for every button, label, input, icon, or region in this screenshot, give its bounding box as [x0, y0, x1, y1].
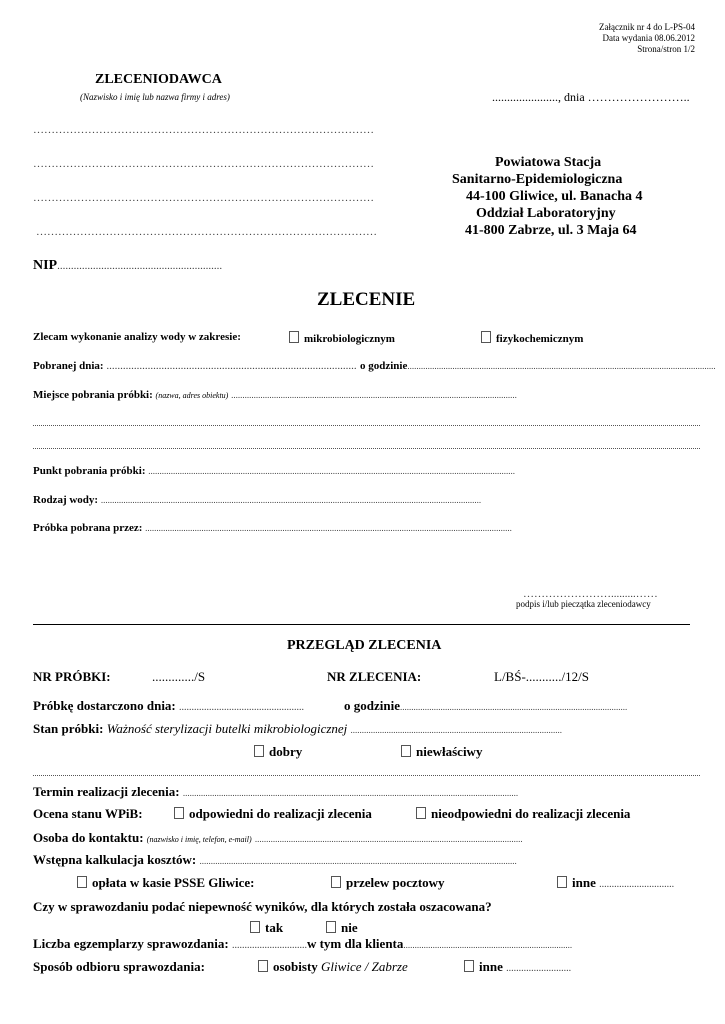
issue-date: Data wydania 08.06.2012 [602, 33, 695, 43]
taken-label: Pobranej dnia: [33, 360, 104, 372]
taken-hour-row [360, 360, 716, 372]
analysis-label: Zlecam wykonanie analizy wody w zakresie: [33, 331, 241, 343]
pay-cash-option[interactable] [77, 875, 255, 891]
cost-label: Wstępna kalkulacja kosztów: [33, 852, 197, 867]
order-no-field[interactable]: L/BŚ-.........../12/S [494, 669, 589, 684]
wpib-nok-label: nieodpowiedni do realizacji zlecenia [431, 806, 631, 821]
checkbox-icon[interactable] [464, 960, 474, 972]
point-label: Punkt pobrania próbki: [33, 465, 146, 477]
state-field[interactable]: .............................................................................................. [350, 725, 563, 735]
place-hint: (nazwa, adres obiektu) [155, 391, 229, 400]
delivered-date-field[interactable]: .................................................. [179, 702, 305, 713]
client-title: ZLECENIODAWCA [95, 72, 222, 87]
wpib-ok-label: odpowiedni do realizacji zlecenia [189, 806, 372, 821]
copies-client-field[interactable]: ........................................................................... [403, 940, 573, 950]
option-microbiological[interactable] [289, 331, 395, 345]
copies-field[interactable]: .............................. [231, 940, 307, 951]
copies-client-label: w tym dla klienta [306, 936, 404, 951]
option-yes-label: tak [265, 920, 284, 935]
client-address-line-4[interactable]: ………………………………………………………………………………… [36, 226, 377, 238]
option-bad-label: niewłaściwy [416, 744, 483, 759]
delivered-row [33, 698, 304, 714]
option-good-label: dobry [269, 744, 303, 759]
section-divider [33, 624, 690, 625]
contact-hint: (nazwisko i imię, telefon, e-mail) [146, 835, 252, 844]
annex-number: Załącznik nr 4 do L-PS-04 [599, 22, 695, 32]
checkbox-icon[interactable] [174, 807, 184, 819]
state-row [33, 721, 562, 737]
contact-label: Osoba do kontaktu: [33, 830, 144, 845]
receipt-other-field[interactable]: .......................... [506, 963, 572, 974]
pay-other-label: inne [572, 875, 596, 890]
option-physicochemical[interactable] [481, 331, 583, 345]
lab-line-4: Oddział Laboratoryjny [476, 206, 616, 221]
nip-field[interactable]: ............................................................ [57, 260, 223, 272]
contact-field[interactable]: ....................................................................................................................... [254, 834, 523, 844]
checkbox-icon[interactable] [326, 921, 336, 933]
delivered-label: Próbkę dostarczono dnia: [33, 698, 176, 713]
taken-hour-field[interactable]: ......................................................................................................................................... [407, 361, 716, 371]
sample-no-label: NR PRÓBKI: [33, 669, 111, 684]
lab-line-1: Powiatowa Stacja [495, 155, 602, 170]
wpib-label: Ocena stanu WPiB: [33, 806, 143, 821]
water-field[interactable]: ......................................................................................................................................................................... [100, 495, 482, 505]
checkbox-icon[interactable] [416, 807, 426, 819]
uncertainty-question: Czy w sprawozdaniu podać niepewność wyników, dla których została oszacowana? [33, 899, 492, 914]
state-extra-line[interactable] [33, 775, 700, 776]
lab-address [452, 154, 643, 239]
review-title: PRZEGLĄD ZLECENIA [287, 638, 442, 653]
nip-label: NIP [33, 258, 58, 273]
document-header [599, 22, 695, 55]
date-field[interactable]: ......................, dnia …………………….. [492, 90, 690, 104]
water-label: Rodzaj wody: [33, 494, 99, 506]
option-good[interactable] [254, 744, 302, 760]
delivered-hour-row [344, 698, 627, 714]
taken-row [33, 360, 357, 372]
receipt-label: Sposób odbioru sprawozdania: [33, 959, 205, 974]
client-address-line-2[interactable]: ………………………………………………………………………………… [33, 158, 374, 170]
place-label: Miejsce pobrania próbki: [33, 389, 153, 401]
place-extra-line-1[interactable] [33, 425, 700, 426]
checkbox-icon[interactable] [557, 876, 567, 888]
option-no[interactable] [326, 920, 358, 936]
delivered-hour-field[interactable]: ..................................................................................................... [399, 702, 628, 712]
sampler-label: Próbka pobrana przez: [33, 522, 143, 534]
checkbox-icon[interactable] [289, 331, 299, 343]
sample-no-field[interactable]: ............./S [152, 669, 206, 684]
wpib-nok-option[interactable] [416, 806, 630, 822]
wpib-ok-option[interactable] [174, 806, 372, 822]
pay-transfer-label: przelew pocztowy [346, 875, 445, 890]
contact-row [33, 830, 523, 846]
place-extra-line-2[interactable] [33, 448, 700, 449]
term-label: Termin realizacji zlecenia: [33, 784, 180, 799]
term-row [33, 784, 518, 800]
client-address-line-1[interactable]: ………………………………………………………………………………… [33, 124, 374, 136]
nip-row [33, 256, 222, 274]
copies-label: Liczba egzemplarzy sprawozdania: [33, 936, 229, 951]
taken-date-field[interactable]: ........................................................................................... [106, 360, 357, 372]
receipt-personal-location: Gliwice / Zabrze [321, 959, 408, 974]
checkbox-icon[interactable] [331, 876, 341, 888]
page-count: Strona/stron 1/2 [637, 44, 695, 54]
option-bad[interactable] [401, 744, 482, 760]
state-label: Stan próbki: [33, 721, 104, 736]
point-row [33, 465, 515, 477]
checkbox-icon[interactable] [250, 921, 260, 933]
receipt-other-option[interactable] [464, 959, 571, 975]
signature-field[interactable]: …………………….........…… [523, 588, 658, 600]
delivered-hour-label: o godzinie [344, 698, 400, 713]
receipt-other-label: inne [479, 959, 503, 974]
taken-hour-label: o godzinie [360, 360, 408, 372]
point-field[interactable]: ................................................................................................................................................................... [148, 466, 515, 476]
copies-row [33, 936, 572, 952]
client-subtitle: (Nazwisko i imię lub nazwa firmy i adres) [80, 92, 230, 102]
receipt-personal-label: osobisty [273, 959, 318, 974]
pay-transfer-option[interactable] [331, 875, 445, 891]
term-field[interactable]: ..................................................................................................................................................... [182, 788, 519, 798]
checkbox-icon[interactable] [77, 876, 87, 888]
option-microbiological-label: mikrobiologicznym [304, 333, 395, 345]
receipt-personal-option[interactable] [258, 959, 408, 975]
order-title: ZLECENIE [317, 289, 416, 310]
option-physicochemical-label: fizykochemicznym [496, 333, 584, 345]
pay-other-option[interactable] [557, 875, 674, 891]
pay-other-field[interactable]: .............................. [599, 879, 675, 890]
sampler-row [33, 522, 512, 534]
option-no-label: nie [341, 920, 358, 935]
lab-line-2: Sanitarno-Epidemiologiczna [452, 172, 623, 187]
sampler-field[interactable]: ................................................................................................................................................................... [145, 523, 512, 533]
order-no-label: NR ZLECENIA: [327, 669, 422, 684]
place-row [33, 389, 517, 401]
lab-line-3: 44-100 Gliwice, ul. Banacha 4 [466, 189, 643, 204]
lab-line-5: 41-800 Zabrze, ul. 3 Maja 64 [465, 223, 637, 238]
signature-label: podpis i/lub pieczątka zleceniodawcy [516, 599, 651, 609]
option-yes[interactable] [250, 920, 283, 936]
client-address-line-3[interactable]: ………………………………………………………………………………… [33, 192, 374, 204]
cost-field[interactable]: ............................................................................................................................................. [199, 856, 517, 866]
cost-row [33, 852, 517, 868]
checkbox-icon[interactable] [258, 960, 268, 972]
pay-cash-label: opłata w kasie PSSE Gliwice: [92, 875, 255, 890]
checkbox-icon[interactable] [401, 745, 411, 757]
checkbox-icon[interactable] [481, 331, 491, 343]
water-row [33, 494, 481, 506]
checkbox-icon[interactable] [254, 745, 264, 757]
place-field[interactable]: ............................................................................................................................... [231, 390, 517, 400]
state-text: Ważność sterylizacji butelki mikrobiologicznej [106, 721, 348, 736]
